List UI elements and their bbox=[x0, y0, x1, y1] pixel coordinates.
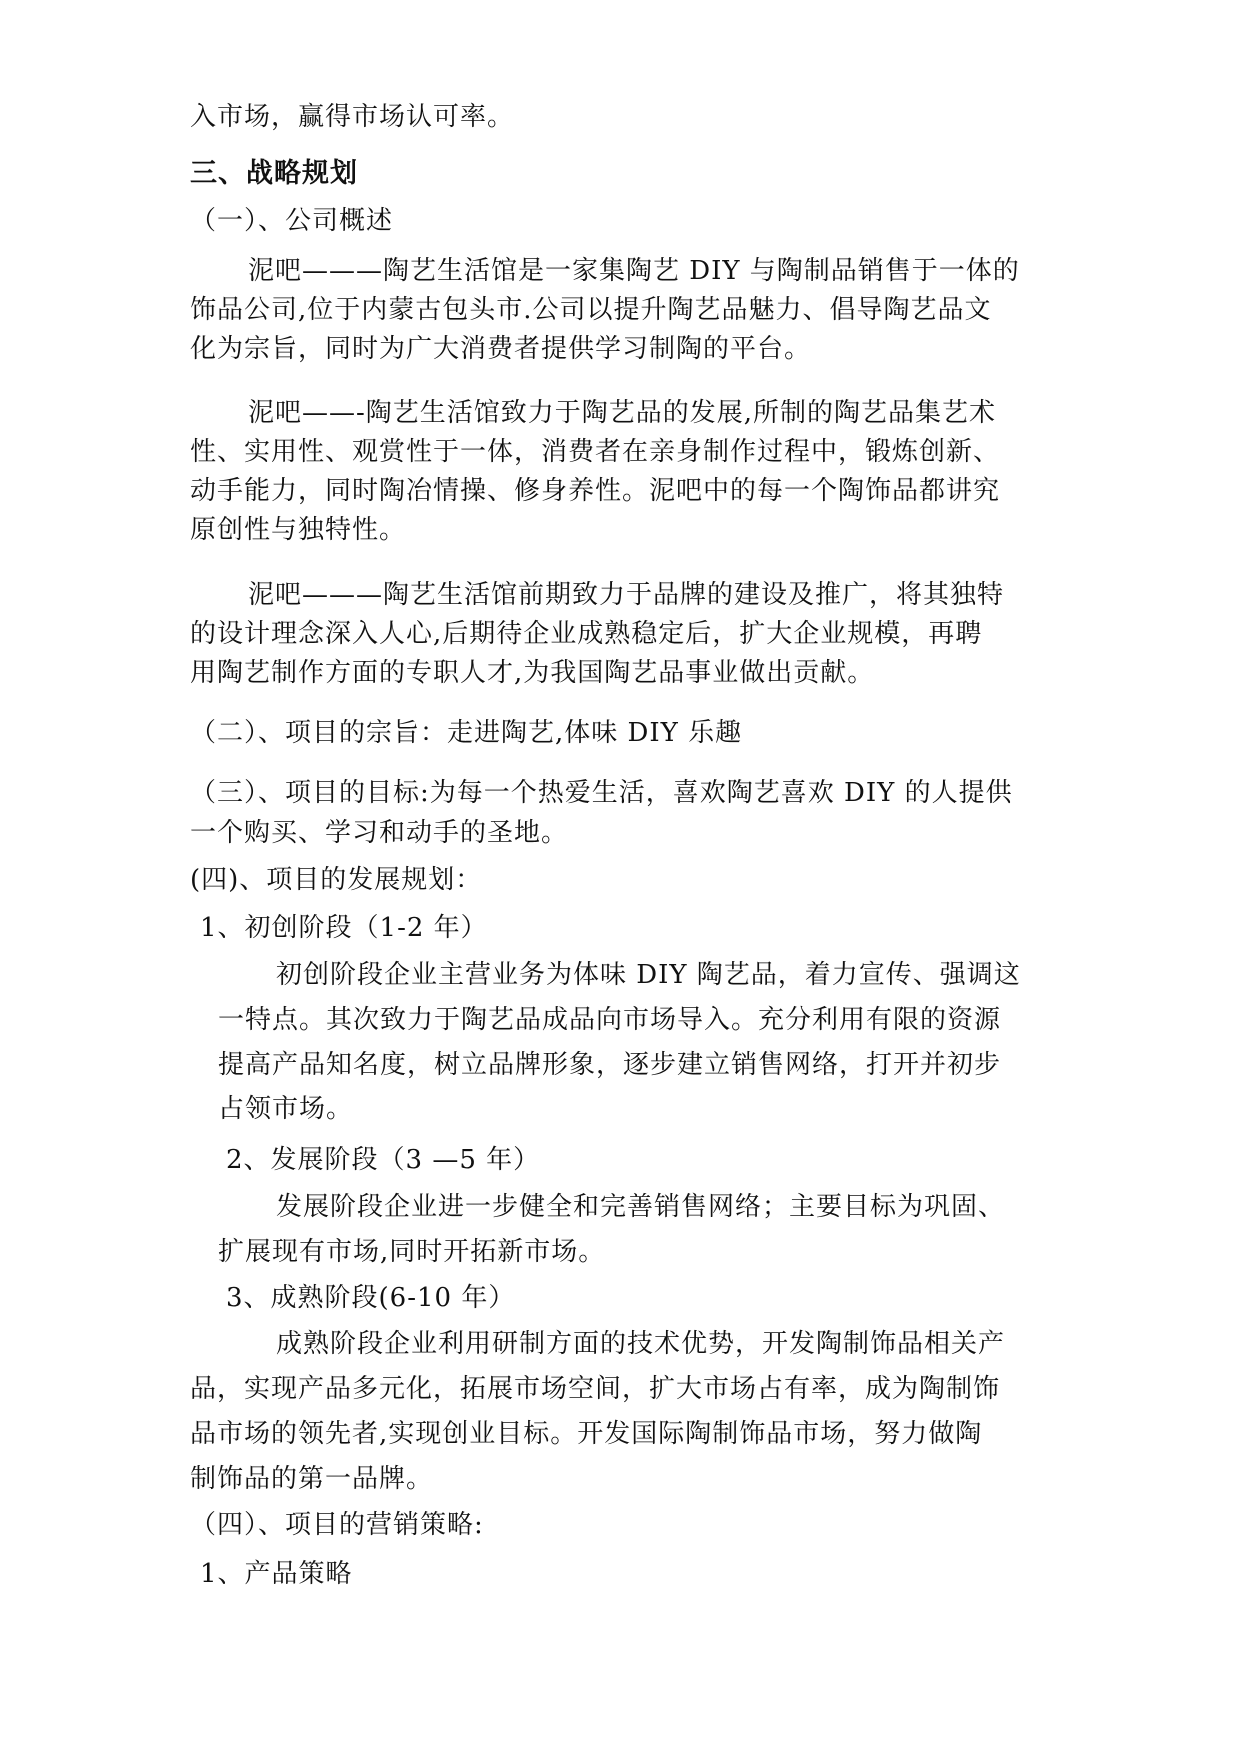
subsection-heading: （四）、项目的营销策略: bbox=[190, 1510, 484, 1540]
paragraph-line: 制饰品的第一品牌。 bbox=[190, 1464, 434, 1494]
paragraph-line: 一个购买、学习和动手的圣地。 bbox=[190, 818, 569, 848]
subsection-heading: (四)、项目的发展规划： bbox=[190, 865, 483, 895]
paragraph-line: 泥吧——-陶艺生活馆致力于陶艺品的发展,所制的陶艺品集艺术 bbox=[248, 398, 997, 428]
paragraph-line: 原创性与独特性。 bbox=[190, 515, 407, 545]
section-heading: 三、战略规划 bbox=[190, 158, 358, 189]
paragraph-line: 化为宗旨，同时为广大消费者提供学习制陶的平台。 bbox=[190, 334, 812, 364]
subsection-heading: （一）、公司概述 bbox=[190, 206, 394, 236]
paragraph-line: 成熟阶段企业利用研制方面的技术优势，开发陶制饰品相关产 bbox=[276, 1329, 1006, 1359]
stage-heading: 2、发展阶段（3 —5 年） bbox=[226, 1145, 541, 1175]
paragraph-line: 的设计理念深入人心,后期待企业成熟稳定后，扩大企业规模，再聘 bbox=[190, 619, 983, 649]
stage-heading: 3、成熟阶段(6-10 年） bbox=[226, 1283, 516, 1313]
stage-heading: 1、初创阶段（1-2 年） bbox=[200, 913, 488, 943]
paragraph-line: 一特点。其次致力于陶艺品成品向市场导入。充分利用有限的资源 bbox=[218, 1005, 1002, 1035]
subsection-heading: （二）、项目的宗旨：走进陶艺,体味 DIY 乐趣 bbox=[190, 718, 743, 748]
stage-heading: 1、产品策略 bbox=[200, 1559, 353, 1589]
paragraph-line: 初创阶段企业主营业务为体味 DIY 陶艺品，着力宣传、强调这 bbox=[276, 960, 1021, 990]
paragraph-line: 品，实现产品多元化，拓展市场空间，扩大市场占有率，成为陶制饰 bbox=[190, 1374, 1001, 1404]
paragraph-line: 动手能力，同时陶冶情操、修身养性。泥吧中的每一个陶饰品都讲究 bbox=[190, 476, 1001, 506]
paragraph-line: 品市场的领先者,实现创业目标。开发国际陶制饰品市场，努力做陶 bbox=[190, 1419, 983, 1449]
paragraph-line: 发展阶段企业进一步健全和完善销售网络；主要目标为巩固、 bbox=[276, 1192, 1006, 1222]
paragraph-line: 饰品公司,位于内蒙古包头市.公司以提升陶艺品魅力、倡导陶艺品文 bbox=[190, 295, 992, 325]
paragraph-line: 泥吧———陶艺生活馆是一家集陶艺 DIY 与陶制品销售于一体的 bbox=[248, 256, 1020, 286]
paragraph-line: 泥吧———陶艺生活馆前期致力于品牌的建设及推广，将其独特 bbox=[248, 580, 1005, 610]
paragraph-line: 扩展现有市场,同时开拓新市场。 bbox=[218, 1237, 606, 1267]
paragraph-line: 用陶艺制作方面的专职人才,为我国陶艺品事业做出贡献。 bbox=[190, 658, 875, 688]
paragraph-line: 入市场，赢得市场认可率。 bbox=[190, 102, 515, 132]
paragraph-line: 占领市场。 bbox=[218, 1094, 354, 1124]
paragraph-line: 提高产品知名度，树立品牌形象，逐步建立销售网络，打开并初步 bbox=[218, 1050, 1002, 1080]
subsection-heading: （三）、项目的目标:为每一个热爱生活，喜欢陶艺喜欢 DIY 的人提供 bbox=[190, 778, 1013, 808]
paragraph-line: 性、实用性、观赏性于一体，消费者在亲身制作过程中，锻炼创新、 bbox=[190, 437, 1001, 467]
